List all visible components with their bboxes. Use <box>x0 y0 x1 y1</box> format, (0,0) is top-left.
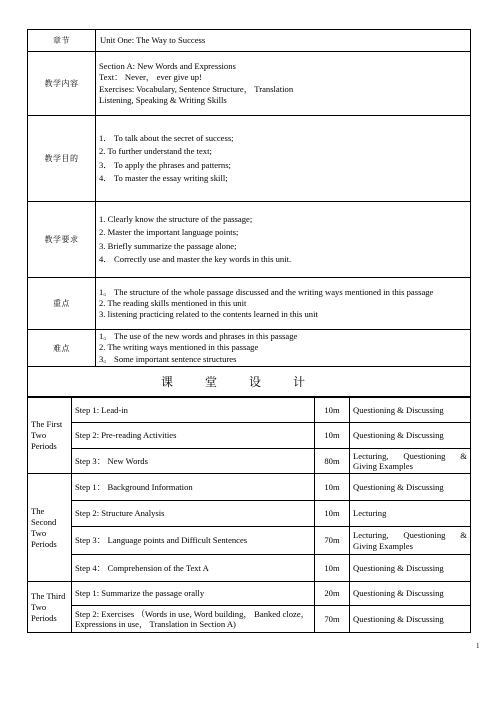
duration-cell: 10m <box>315 423 350 449</box>
period-label: The First Two Periods <box>28 398 72 474</box>
content-line: Text： Never， ever give up! <box>99 72 202 83</box>
requirement-line: 4． Correctly use and master the key words in this unit. <box>99 254 292 264</box>
table-row <box>28 423 471 449</box>
period-label: The Third Two Periods <box>28 582 72 633</box>
method-cell: Lecturing, Questioning & Giving Examples <box>350 527 471 555</box>
table-row <box>28 582 471 606</box>
step-cell: Step 4： Comprehension of the Text A <box>72 555 315 582</box>
objectives-row <box>28 116 471 202</box>
content-text <box>96 52 471 116</box>
method-cell: Questioning & Discussing <box>350 474 471 501</box>
duration-cell: 10m <box>315 501 350 527</box>
requirement-line: 2. Master the important language points; <box>99 227 239 237</box>
requirements-text <box>96 202 471 278</box>
requirement-line: 1. Clearly know the structure of the passage; <box>99 213 253 224</box>
content-row <box>28 52 471 116</box>
objectives-label: 教学目的 <box>28 116 96 202</box>
duration-cell: 10m <box>315 398 350 423</box>
method-cell: Questioning & Discussing <box>350 398 471 423</box>
step-cell: Step 2: Pre-reading Activities <box>72 423 315 449</box>
table-row <box>28 606 471 633</box>
table-row <box>28 501 471 527</box>
method-cell: Questioning & Discussing <box>350 423 471 449</box>
key-points-row <box>28 278 471 330</box>
objectives-text <box>96 116 471 202</box>
step-cell: Step 3： New Words <box>72 449 315 474</box>
content-label: 教学内容 <box>28 52 96 116</box>
method-cell: Lecturing <box>350 501 471 527</box>
key-point-line: 3. listening practicing related to the contents learned in this unit <box>99 309 318 320</box>
table-row <box>28 474 471 501</box>
design-title-row <box>28 367 471 397</box>
objective-line: 1． To talk about the secret of success; <box>99 132 234 143</box>
step-cell: Step 2: Exercises （Words in use, Word building， Banked cloze， Expressions in use， Translation in Section A) <box>72 606 315 633</box>
difficulties-row <box>28 330 471 367</box>
method-cell: Questioning & Discussing <box>350 555 471 582</box>
duration-cell: 20m <box>315 582 350 606</box>
content-line: Listening, Speaking & Writing Skills <box>99 94 227 105</box>
table-row <box>28 527 471 555</box>
difficulty-line: 3。 Some important sentence structures <box>99 353 237 364</box>
chapter-row <box>28 30 471 52</box>
page-number: 1 <box>476 642 480 650</box>
period-label: The Second Two Periods <box>28 474 72 582</box>
table-row <box>28 398 471 423</box>
step-cell: Step 3： Language points and Difficult Sentences <box>72 527 315 555</box>
step-cell: Step 1: Lead-in <box>72 398 315 423</box>
duration-cell: 10m <box>315 474 350 501</box>
content-line: Exercises: Vocabulary, Sentence Structure， Translation <box>99 83 294 94</box>
requirements-row <box>28 202 471 278</box>
difficulties-label: 难点 <box>28 330 96 367</box>
schedule-table <box>27 397 471 633</box>
step-cell: Step 2: Structure Analysis <box>72 501 315 527</box>
duration-cell: 70m <box>315 606 350 633</box>
requirement-line: 3. Briefly summarize the passage alone; <box>99 240 237 251</box>
key-points-label: 重点 <box>28 278 96 330</box>
duration-cell: 10m <box>315 555 350 582</box>
objective-line: 2. To further understand the text; <box>99 146 212 156</box>
lesson-info-table <box>27 29 471 397</box>
chapter-label: 章节 <box>28 30 96 52</box>
duration-cell: 70m <box>315 527 350 555</box>
difficulty-line: 2. The writing ways mentioned in this passage <box>99 342 259 353</box>
objective-line: 4． To master the essay writing skill; <box>99 173 228 183</box>
difficulties-text <box>96 330 471 367</box>
key-point-line: 1。 The structure of the whole passage discussed and the writing ways mentioned in this passage <box>99 286 434 297</box>
method-cell: Questioning & Discussing <box>350 582 471 606</box>
requirements-label: 教学要求 <box>28 202 96 278</box>
method-cell: Questioning & Discussing <box>350 606 471 633</box>
step-cell: Step 1： Background Information <box>72 474 315 501</box>
key-point-line: 2. The reading skills mentioned in this unit <box>99 297 247 308</box>
content-line: Section A: New Words and Expressions <box>99 60 236 71</box>
method-cell: Lecturing, Questioning & Giving Examples <box>350 449 471 474</box>
table-row <box>28 555 471 582</box>
key-points-text <box>96 278 471 330</box>
design-title: 课堂设计 <box>28 367 471 397</box>
objective-line: 3． To apply the phrases and patterns; <box>99 159 231 170</box>
duration-cell: 80m <box>315 449 350 474</box>
step-cell: Step 1: Summarize the passage orally <box>72 582 315 606</box>
unit-title: Unit One: The Way to Success <box>96 30 471 52</box>
difficulty-line: 1。 The use of the new words and phrases in this passage <box>99 331 298 342</box>
table-row <box>28 449 471 474</box>
